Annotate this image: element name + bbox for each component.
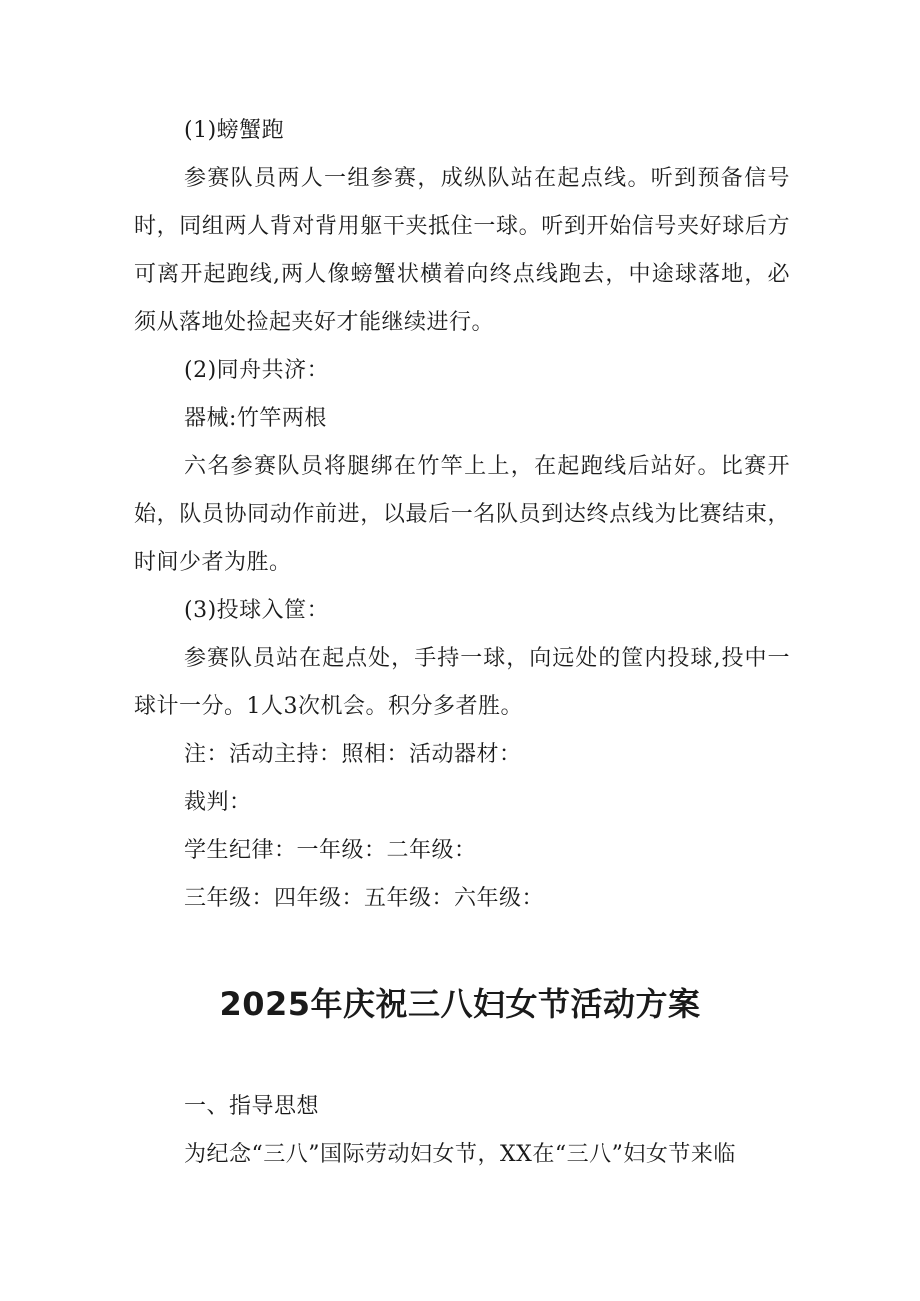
document-title: 2025年庆祝三八妇女节活动方案 bbox=[219, 985, 701, 1023]
section-heading-guiding-ideology: 一、指导思想 bbox=[184, 1094, 320, 1119]
paragraph-same-boat-rules: 六名参赛队员将腿绑在竹竿上上，在起跑线后站好。比赛开始，队员协同动作前进，以最后一名队员到达终点线为比赛结束，时间少者为胜。 bbox=[134, 454, 790, 575]
paragraph-crab-run-rules: 参赛队员两人一组参赛，成纵队站在起点线。听到预备信号时，同组两人背对背用躯干夹抵住一球。听到开始信号夹好球后方可离开起跑线,两人像螃蟹状横着向终点线跑去，中途球落地，必须从落地处捡起夹好才能继续进行。 bbox=[134, 166, 790, 335]
paragraph-referee: 裁判： bbox=[184, 790, 252, 815]
item-heading-crab-run: (1)螃蟹跑 bbox=[184, 118, 285, 143]
paragraph-note-roles: 注：活动主持：照相：活动器材： bbox=[184, 742, 522, 767]
paragraph-equipment: 器械:竹竿两根 bbox=[184, 406, 327, 431]
item-heading-ball-toss: (3)投球入筐： bbox=[184, 598, 330, 623]
paragraph-grades: 三年级：四年级：五年级：六年级： bbox=[184, 886, 545, 911]
paragraph-intro: 为纪念“三八”国际劳动妇女节，XX在“三八”妇女节来临 bbox=[184, 1142, 736, 1167]
paragraph-discipline: 学生纪律：一年级：二年级： bbox=[184, 838, 477, 863]
paragraph-ball-toss-rules: 参赛队员站在起点处，手持一球，向远处的筐内投球,投中一球计一分。1人3次机会。积分多者胜。 bbox=[134, 646, 790, 719]
item-heading-same-boat: (2)同舟共济： bbox=[184, 358, 330, 383]
